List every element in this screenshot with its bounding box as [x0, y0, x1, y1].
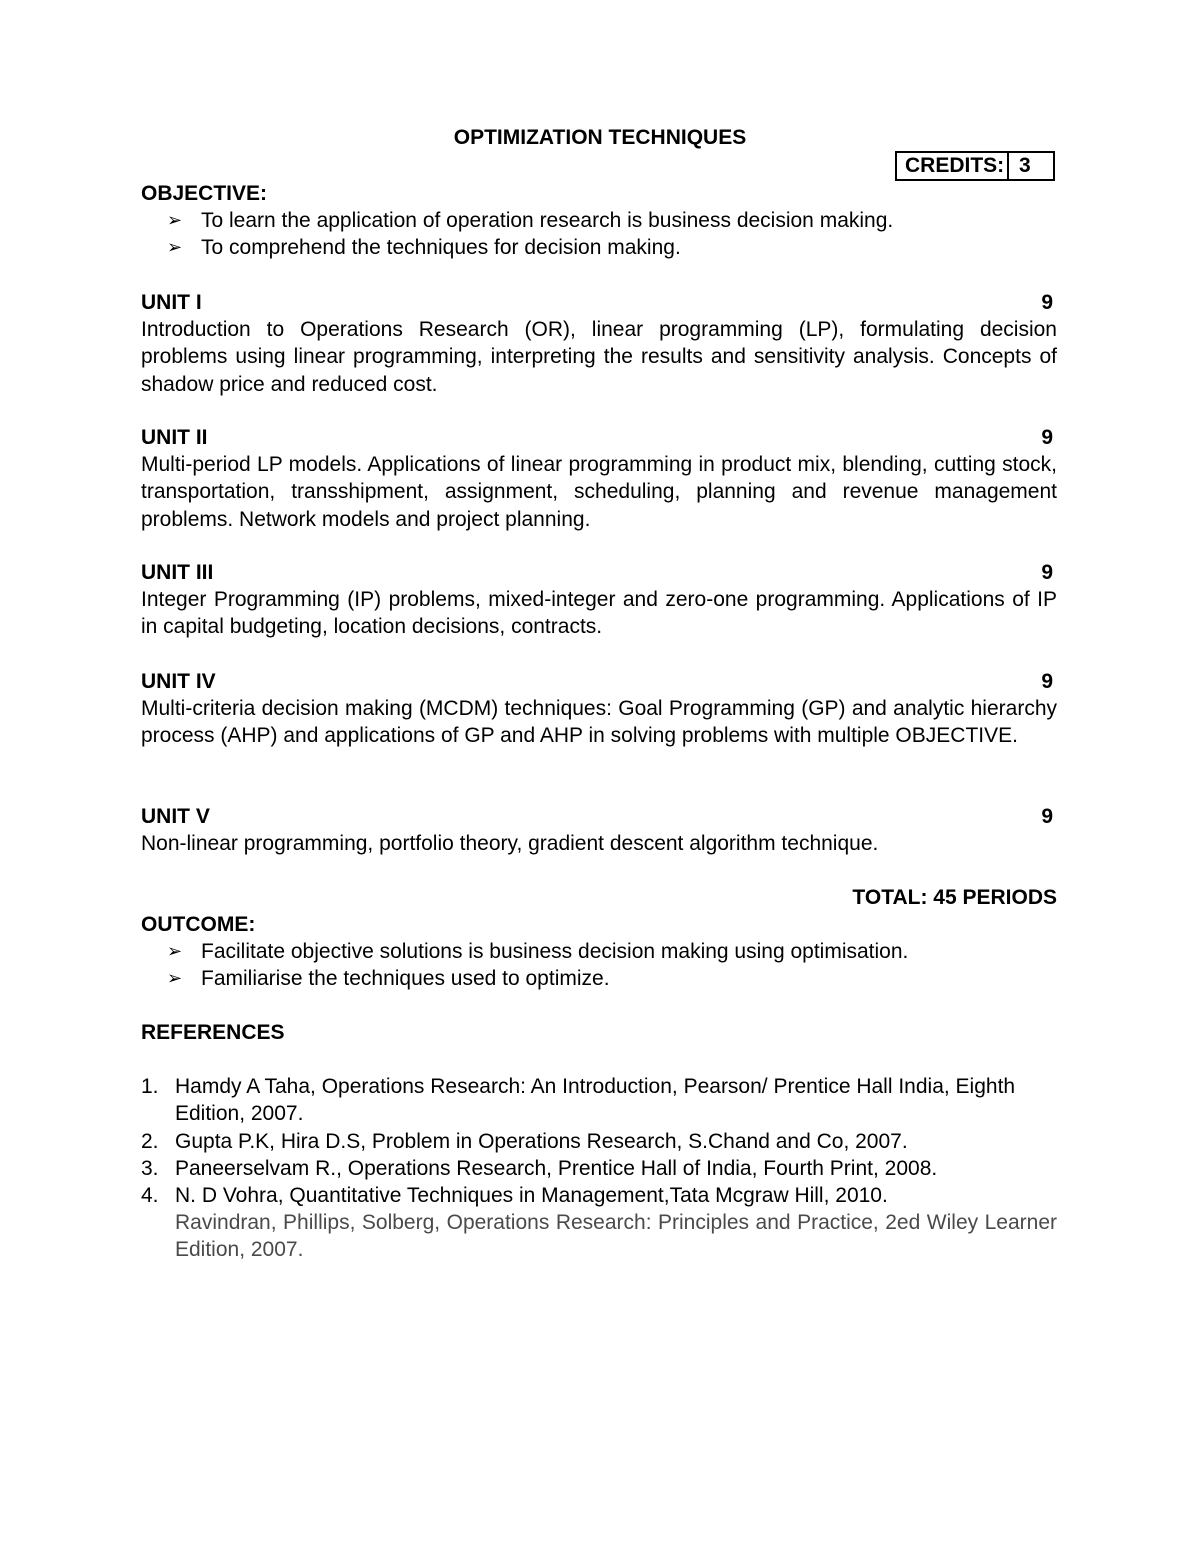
- credits-value: 3: [1019, 154, 1031, 177]
- arrow-bullet-icon: ➢: [167, 941, 183, 963]
- unit-header: [141, 559, 1057, 586]
- unit-description: Integer Programming (IP) problems, mixed-integer and zero-one programming. Applications of IP in capital budgeting, location decisions, contracts.: [141, 588, 1057, 639]
- unit-section: [141, 668, 1057, 750]
- unit-description: Non-linear programming, portfolio theory, gradient descent algorithm technique.: [141, 832, 879, 856]
- objective-heading: OBJECTIVE:: [141, 182, 268, 205]
- unit-header: [141, 289, 1057, 316]
- unit-hours: 9: [1041, 805, 1053, 828]
- list-item: [167, 234, 1057, 261]
- unit-header: [141, 803, 1057, 830]
- list-item: [167, 938, 1057, 965]
- reference-text: Paneerselvam R., Operations Research, Prentice Hall of India, Fourth Print, 2008.: [175, 1156, 938, 1180]
- unit-hours: 9: [1041, 561, 1053, 584]
- unit-hours: 9: [1041, 670, 1053, 693]
- reference-text: N. D Vohra, Quantitative Techniques in Management,Tata Mcgraw Hill, 2010.: [175, 1184, 888, 1208]
- unit-hours: 9: [1041, 426, 1053, 449]
- outcome-item: Familiarise the techniques used to optimize.: [201, 967, 610, 991]
- unit-description: Multi-criteria decision making (MCDM) techniques: Goal Programming (GP) and analytic hierarchy process (AHP) and applications of GP and AHP in solving problems with multiple OBJECTIVE.: [141, 697, 1057, 748]
- references-list: [141, 1073, 1057, 1209]
- unit-section: [141, 424, 1057, 533]
- outcome-list: [141, 938, 1057, 992]
- list-item: [141, 1182, 1057, 1209]
- reference-extra: Ravindran, Phillips, Solberg, Operations Research: Principles and Practice, 2ed Wiley Learner Edition, 2007.: [175, 1211, 1057, 1262]
- reference-text: Hamdy A Taha, Operations Research: An Introduction, Pearson/ Prentice Hall India, Eighth Edition, 2007.: [175, 1075, 1016, 1126]
- reference-number: 2.: [141, 1129, 159, 1153]
- outcome-section: [141, 911, 1057, 993]
- objective-section: [141, 180, 1057, 262]
- arrow-bullet-icon: ➢: [167, 210, 183, 232]
- reference-number: 1.: [141, 1075, 159, 1099]
- objective-item: To comprehend the techniques for decision making.: [201, 236, 681, 260]
- document-title: OPTIMIZATION TECHNIQUES: [453, 126, 747, 149]
- references-heading: REFERENCES: [141, 1021, 285, 1044]
- unit-section: [141, 803, 1057, 857]
- objective-item: To learn the application of operation research is business decision making.: [201, 209, 894, 233]
- outcome-heading: OUTCOME:: [141, 913, 256, 936]
- unit-hours: 9: [1041, 291, 1053, 314]
- list-item: [167, 965, 1057, 992]
- reference-number: 4.: [141, 1184, 159, 1208]
- credits-label: CREDITS:: [897, 153, 1009, 179]
- reference-number: 3.: [141, 1156, 159, 1180]
- unit-title: UNIT II: [141, 426, 208, 449]
- list-item: [141, 1128, 1057, 1155]
- arrow-bullet-icon: ➢: [167, 968, 183, 990]
- unit-header: [141, 424, 1057, 451]
- total-periods: TOTAL: 45 PERIODS: [852, 886, 1057, 909]
- reference-text: Gupta P.K, Hira D.S, Problem in Operations Research, S.Chand and Co, 2007.: [175, 1129, 908, 1153]
- unit-header: [141, 668, 1057, 695]
- list-item: [167, 207, 1057, 234]
- unit-title: UNIT V: [141, 805, 210, 828]
- unit-description: Multi-period LP models. Applications of linear programming in product mix, blending, cutting stock, transportation, transshipment, assignment, scheduling, planning and revenue management problems. Network models and project planning.: [141, 453, 1057, 531]
- list-item: [141, 1155, 1057, 1182]
- list-item: [141, 1073, 1057, 1127]
- unit-title: UNIT I: [141, 291, 202, 314]
- unit-title: UNIT III: [141, 561, 214, 584]
- unit-title: UNIT IV: [141, 670, 216, 693]
- objective-list: [141, 207, 1057, 261]
- credits-box: [895, 151, 1055, 181]
- unit-section: [141, 289, 1057, 398]
- outcome-item: Facilitate objective solutions is business decision making using optimisation.: [201, 940, 909, 964]
- references-section: [141, 1019, 1057, 1264]
- unit-section: [141, 559, 1057, 641]
- unit-description: Introduction to Operations Research (OR), linear programming (LP), formulating decision problems using linear programming, interpreting the results and sensitivity analysis. Concepts of shadow price and reduced cost.: [141, 318, 1057, 396]
- arrow-bullet-icon: ➢: [167, 237, 183, 259]
